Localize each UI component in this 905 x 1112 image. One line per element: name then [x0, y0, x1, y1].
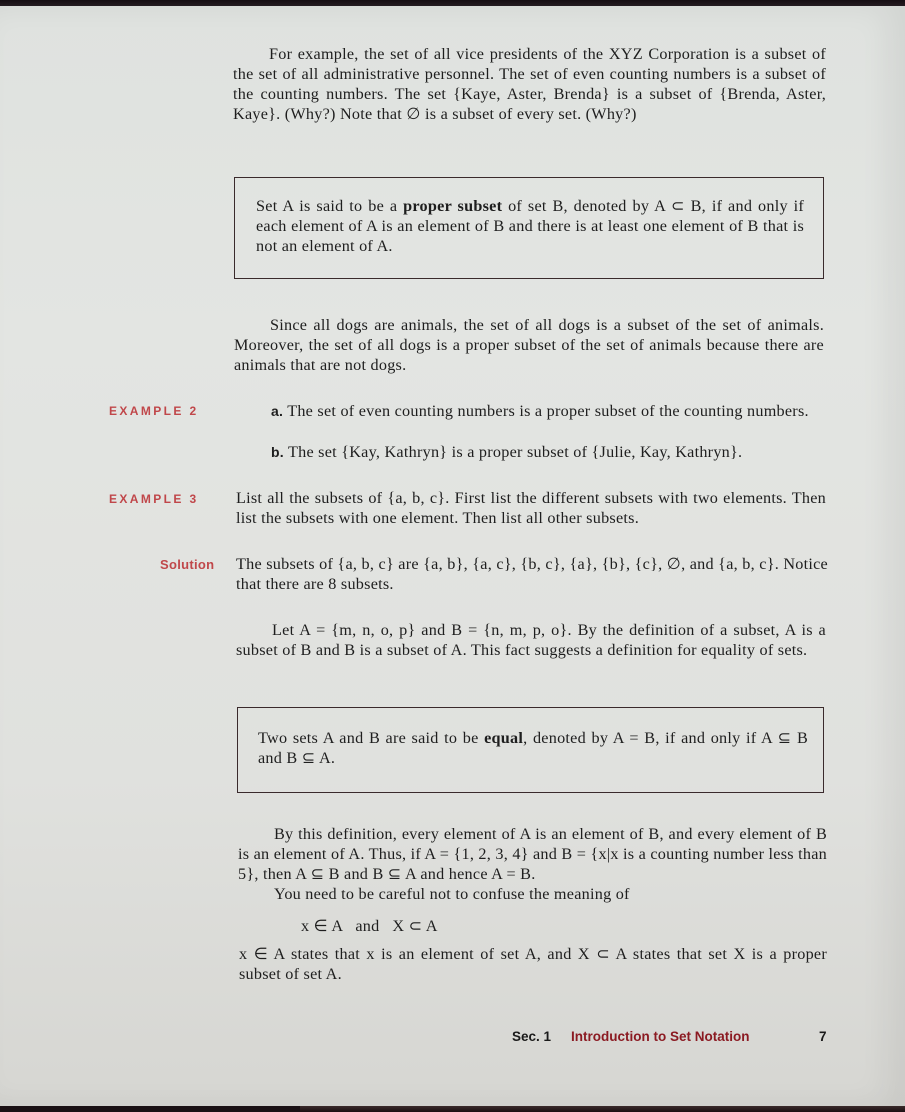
item-text-b: The set {Kay, Kathryn} is a proper subset of {Julie, Kay, Kathryn}.	[287, 443, 743, 461]
definition-box-proper-subset	[234, 177, 824, 279]
solution-label: Solution	[160, 557, 215, 572]
example-3-label: EXAMPLE 3	[109, 492, 199, 506]
footer-title: Introduction to Set Notation	[571, 1029, 750, 1044]
definition-post: of set B, denoted by A ⊂ B, if and only if each element of A is an element of B and there is at least one element of B that is not an element of A.	[256, 197, 805, 255]
closing-text-2: You need to be careful not to confuse the meaning of	[274, 885, 630, 903]
closing-paragraph-3: x ∈ A states that x is an element of set A, and X ⊂ A states that set X is a proper subset of set A.	[239, 945, 827, 983]
page-number: 7	[819, 1029, 827, 1044]
term-equal: equal	[484, 729, 524, 747]
item-text-a: The set of even counting numbers is a proper subset of the counting numbers.	[287, 402, 809, 420]
equality-intro-paragraph	[236, 620, 826, 660]
example-2-label: EXAMPLE 2	[109, 404, 199, 418]
definition-pre: Set A is said to be a	[256, 197, 404, 215]
example-3-text: List all the subsets of {a, b, c}. First list the different subsets with two elements. Then list the subsets with one element. Then list all other subsets.	[236, 489, 826, 527]
dogs-paragraph	[234, 315, 824, 375]
equality-intro-text: Let A = {m, n, o, p} and B = {n, m, p, o}. By the definition of a subset, A is a subset of B and B is a subset of A. This fact suggests a definition for equality of sets.	[236, 621, 826, 659]
item-letter-a: a.	[271, 403, 284, 419]
definition-box-equal	[237, 707, 824, 793]
formula-line: x ∈ A and X ⊂ A	[301, 917, 438, 935]
example-2-item-a	[271, 401, 844, 421]
book-page	[0, 6, 905, 1106]
footer-section: Sec. 1	[512, 1029, 552, 1044]
definition-equal-post: , denoted by A = B, if and only if A ⊆ B and B ⊆ A.	[258, 729, 808, 767]
definition-equal-text	[258, 728, 808, 768]
example-2-item-b	[271, 442, 851, 462]
scan-bottom-edge	[300, 1106, 905, 1112]
term-proper-subset: proper subset	[403, 197, 503, 215]
dogs-text: Since all dogs are animals, the set of all dogs is a subset of the set of animals. Moreover, the set of all dogs is a proper subset of the set of animals because there are animals that are not dogs.	[234, 316, 824, 374]
intro-text: For example, the set of all vice presidents of the XYZ Corporation is a subset of the set of all administrative personnel. The set of even counting numbers is a subset of the counting numbers. The set {Kaye, Aster, Brenda} is a subset of {Brenda, Aster, Kaye}. (Why?) Note that ∅ is a subset of every set. (Why?)	[233, 45, 826, 123]
closing-paragraph-2	[238, 884, 827, 904]
definition-equal-pre: Two sets A and B are said to be	[258, 729, 485, 747]
intro-paragraph	[233, 44, 826, 124]
solution-text: The subsets of {a, b, c} are {a, b}, {a, c}, {b, c}, {a}, {b}, {c}, ∅, and {a, b, c}. Notice that there are 8 subsets.	[236, 555, 828, 593]
definition-proper-subset-text	[256, 196, 804, 256]
item-letter-b: b.	[271, 444, 284, 460]
closing-paragraph-1	[238, 824, 827, 884]
closing-text-1: By this definition, every element of A is an element of B, and every element of B is an element of A. Thus, if A = {1, 2, 3, 4} and B = {x|x is a counting number less than 5}, then A ⊆ B and B ⊆ A and hence A = B.	[238, 825, 827, 883]
